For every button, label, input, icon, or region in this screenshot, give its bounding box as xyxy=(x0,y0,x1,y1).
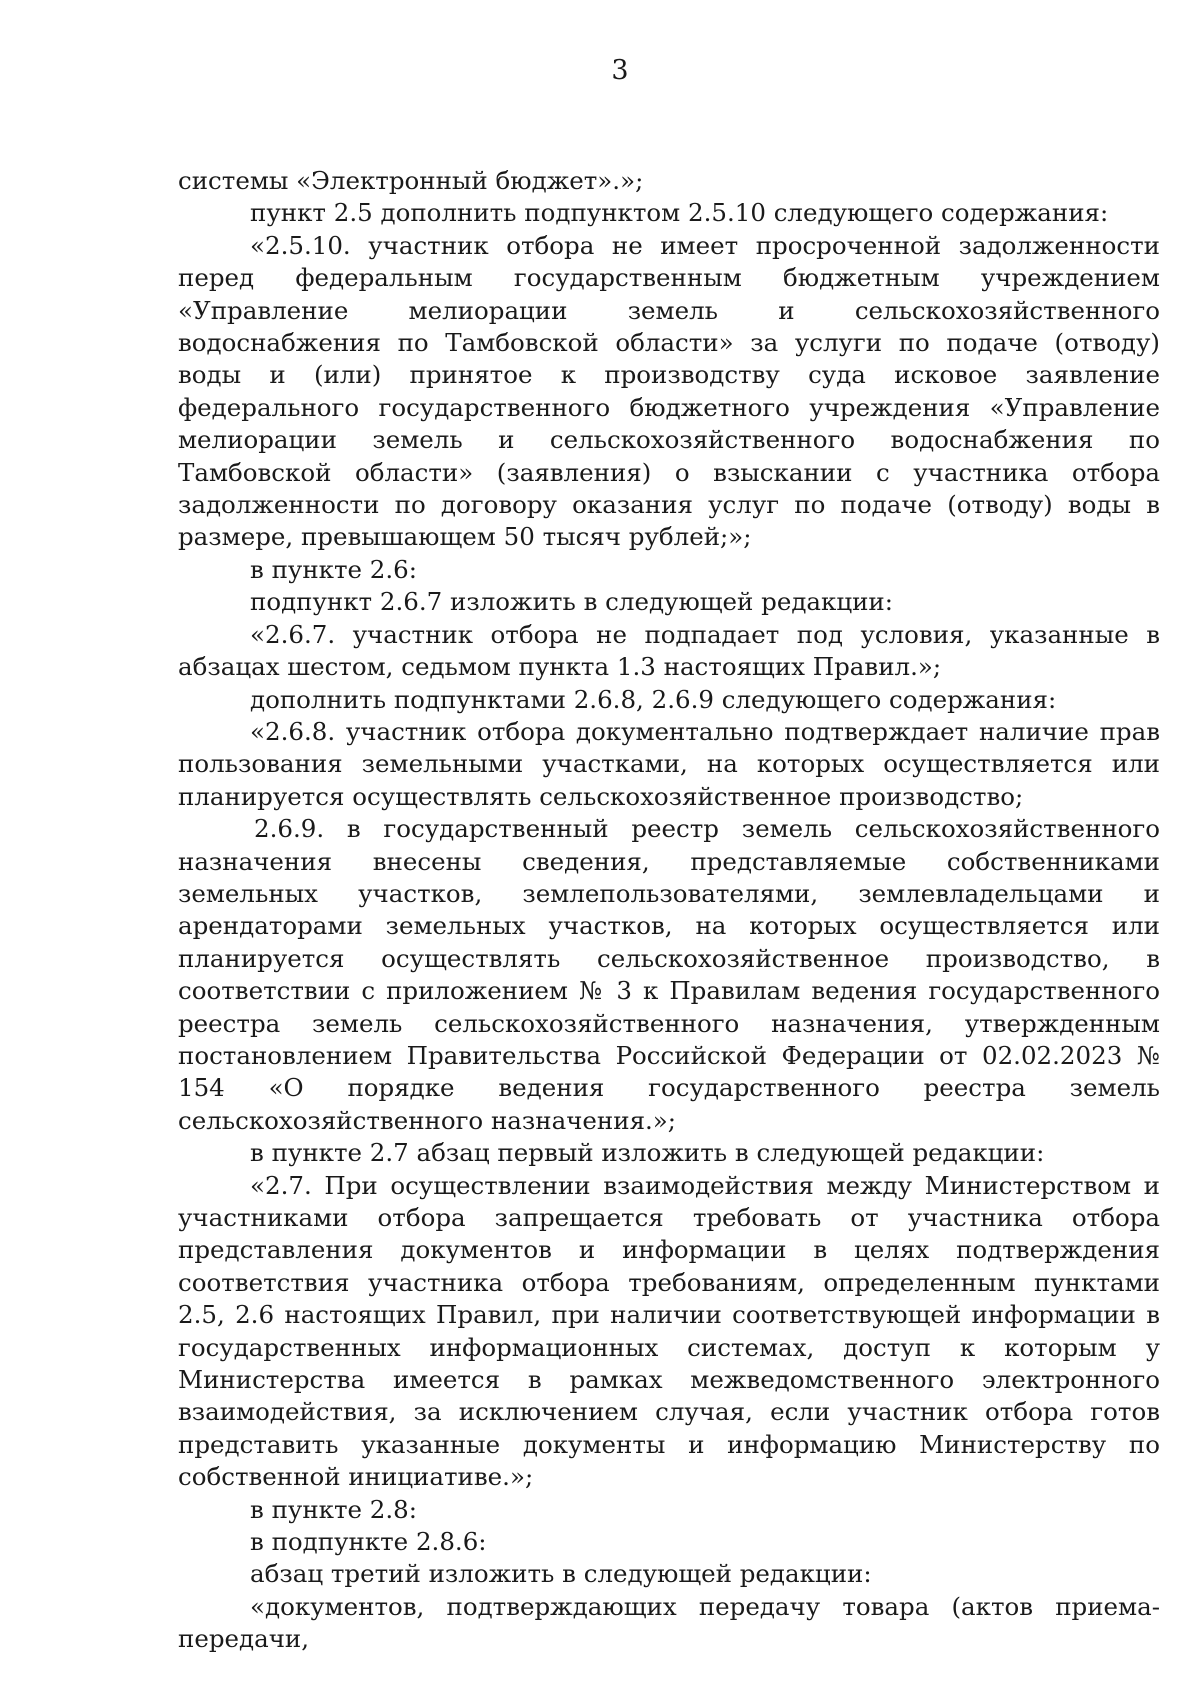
paragraph-7: дополнить подпунктами 2.6.8, 2.6.9 следующего содержания: xyxy=(250,684,1057,714)
document-body xyxy=(178,165,1160,1656)
paragraph-2: пункт 2.5 дополнить подпунктом 2.5.10 следующего содержания: xyxy=(250,198,1109,228)
paragraph-9: 2.6.9. в государственный реестр земель сельскохозяйственного назначения внесены сведения, представляемые собственниками земельных участков, землепользователями, землевладельцами и арендаторами земельных участков, на которых осуществляется или планируется осуществлять сельскохозяйственное производство, в соответствии с приложением № 3 к Правилам ведения государственного реестра земель сельскохозяйственного назначения, утвержденным постановлением Правительства Российской Федерации от 02.02.2023 № 154 «О порядке ведения государственного реестра земель сельскохозяйственного назначения.»; xyxy=(178,814,1160,1135)
paragraph-5: подпункт 2.6.7 изложить в следующей редакции: xyxy=(250,587,894,617)
paragraph-15: «документов, подтверждающих передачу товара (актов приема-передачи, xyxy=(178,1591,1160,1654)
paragraph-12: в пункте 2.8: xyxy=(250,1494,418,1524)
paragraph-8: «2.6.8. участник отбора документально подтверждает наличие прав пользования земельными участками, на которых осуществляется или планируется осуществлять сельскохозяйственное производство; xyxy=(178,716,1160,811)
paragraph-1: системы «Электронный бюджет».»; xyxy=(178,166,644,195)
paragraph-14: абзац третий изложить в следующей редакции: xyxy=(250,1559,872,1589)
page-number: 3 xyxy=(611,55,629,86)
paragraph-11: «2.7. При осуществлении взаимодействия между Министерством и участниками отбора запрещается требовать от участника отбора представления документов и информации в целях подтверждения соответствия участника отбора требованиям, определенным пунктами 2.5, 2.6 настоящих Правил, при наличии соответствующей информации в государственных информационных системах, доступ к которым у Министерства имеется в рамках межведомственного электронного взаимодействия, за исключением случая, если участник отбора готов представить указанные документы и информацию Министерству по собственной инициативе.»; xyxy=(178,1170,1160,1492)
paragraph-3: «2.5.10. участник отбора не имеет просроченной задолженности перед федеральным государственным бюджетным учреждением «Управление мелиорации земель и сельскохозяйственного водоснабжения по Тамбовской области» за услуги по подаче (отводу) воды и (или) принятое к производству суда исковое заявление федерального государственного бюджетного учреждения «Управление мелиорации земель и сельскохозяйственного водоснабжения по Тамбовской области» (заявления) о взыскании с участника отбора задолженности по договору оказания услуг по подаче (отводу) воды в размере, превышающем 50 тысяч рублей;»; xyxy=(178,230,1160,552)
paragraph-13: в подпункте 2.8.6: xyxy=(250,1527,487,1557)
paragraph-6: «2.6.7. участник отбора не подпадает под условия, указанные в абзацах шестом, седьмом пункта 1.3 настоящих Правил.»; xyxy=(178,619,1160,682)
paragraph-10: в пункте 2.7 абзац первый изложить в следующей редакции: xyxy=(250,1138,1045,1168)
paragraph-4: в пункте 2.6: xyxy=(250,554,418,584)
